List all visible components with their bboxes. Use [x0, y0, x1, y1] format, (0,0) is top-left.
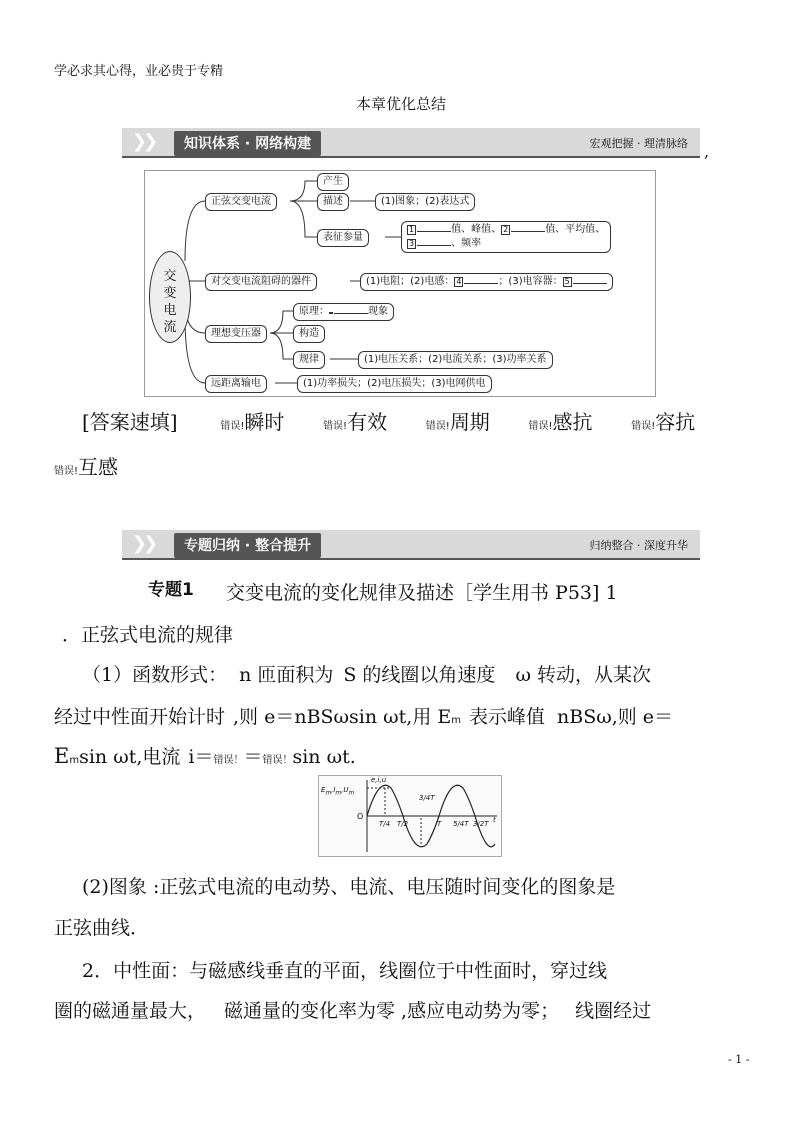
- mindmap-node-law: 规律: [293, 351, 325, 369]
- graph-tick: T/2: [397, 820, 409, 828]
- knowledge-mindmap: [144, 170, 656, 397]
- mindmap-node-description: 描述: [317, 193, 349, 211]
- topic-badge: 专题1: [148, 580, 194, 600]
- knowledge-banner: [122, 128, 700, 158]
- answer-2: 有效: [347, 410, 388, 434]
- answers-row-2: 错误!互感: [54, 455, 119, 479]
- body-line-1: ．正弦式电流的规律: [62, 624, 234, 646]
- mindmap-root: 交变电流: [149, 251, 191, 343]
- mindmap-node-structure: 构造: [293, 325, 325, 343]
- topic-banner: [122, 530, 700, 560]
- mindmap-node-principle: 原理： 现象: [293, 303, 394, 321]
- topic-title: 交变电流的变化规律及描述［学生用书 P53] 1: [226, 582, 618, 604]
- graph-tick: 5/4T: [453, 820, 469, 828]
- body-line-3: 经过中性面开始计时 ,则 e＝nBSωsin ωt,用 Em 表示峰值 nBSω,则 e＝: [54, 706, 674, 728]
- mindmap-branch-sine-current: 正弦交变电流: [205, 193, 277, 211]
- body-line-7: 2．中性面：与磁感线垂直的平面，线圈位于中性面时，穿过线: [82, 960, 608, 982]
- body-line-2: （1）函数形式： n 匝面积为 S 的线圈以角速度 ω 转动，从某次: [82, 664, 651, 686]
- banner-trailing: ,: [704, 142, 710, 161]
- mindmap-branch-transformer: 理想变压器: [205, 325, 267, 343]
- mindmap-describe-detail: (1)图象；(2)表达式: [375, 193, 475, 211]
- banner-title: 专题归纳 · 整合提升: [174, 533, 321, 558]
- body-line-5: (2)图象 :正弦式电流的电动势、电流、电压随时间变化的图象是: [82, 876, 616, 898]
- graph-t-label: t: [493, 816, 496, 824]
- chapter-title: 本章优化总结: [356, 95, 447, 113]
- mindmap-impeding-detail: (1)电阻；(2)电感： 4 ；(3)电容器： 5: [360, 273, 613, 291]
- answers-row: [答案速填] 错误!瞬时 错误!有效 错误!周期 错误!感抗 错误!容抗: [82, 410, 696, 434]
- answer-1: 瞬时: [244, 410, 285, 434]
- mindmap-parameters-detail: 1 值、峰值、 2 值、平均值、 3 、频率: [401, 221, 611, 253]
- graph-origin: O: [357, 812, 364, 821]
- mindmap-branch-impeding-devices: 对交变电流阻碍的器件: [205, 273, 317, 291]
- page-motto: 学必求其心得，业必贵于专精: [54, 64, 224, 79]
- body-line-6: 正弦曲线．: [54, 917, 150, 939]
- chevron-right-icon: ❯❯: [132, 131, 155, 152]
- sine-graph: [318, 775, 502, 857]
- answer-4: 感抗: [552, 410, 593, 434]
- answer-5: 容抗: [655, 410, 696, 434]
- mindmap-node-parameters: 表征参量: [317, 229, 369, 247]
- mindmap-branch-long-distance: 远距离输电: [205, 375, 267, 393]
- banner-title: 知识体系 · 网络构建: [174, 131, 321, 156]
- page-number: - 1 -: [728, 1053, 750, 1066]
- mindmap-law-detail: (1)电压关系；(2)电流关系；(3)功率关系: [358, 351, 553, 369]
- mindmap-long-distance-detail: (1)功率损失；(2)电压损失；(3)电网供电: [297, 375, 492, 393]
- graph-tick: T: [437, 820, 442, 828]
- graph-y-label: $E_m,I_m,U_m$: [321, 786, 355, 797]
- body-line-4: Emsin ωt,电流 i＝错误！＝错误！sin ωt.: [54, 744, 356, 768]
- graph-tick: 3/2T: [473, 820, 489, 828]
- mindmap-node-generation: 产生: [317, 173, 349, 191]
- banner-subtitle: 宏观把握 · 理清脉络: [589, 137, 688, 150]
- answer-6: 互感: [78, 455, 119, 479]
- graph-y-axis-label: e,i,u: [371, 776, 387, 784]
- body-line-8: 圈的磁通量最大， 磁通量的变化率为零 ,感应电动势为零； 线圈经过: [54, 1000, 652, 1022]
- chevron-right-icon: ❯❯: [132, 533, 155, 554]
- banner-subtitle: 归纳整合 · 深度升华: [589, 539, 688, 552]
- graph-annotation: 3/4T: [419, 794, 435, 802]
- answer-3: 周期: [449, 410, 490, 434]
- graph-tick: T/4: [379, 820, 391, 828]
- answers-label: [答案速填]: [82, 410, 178, 434]
